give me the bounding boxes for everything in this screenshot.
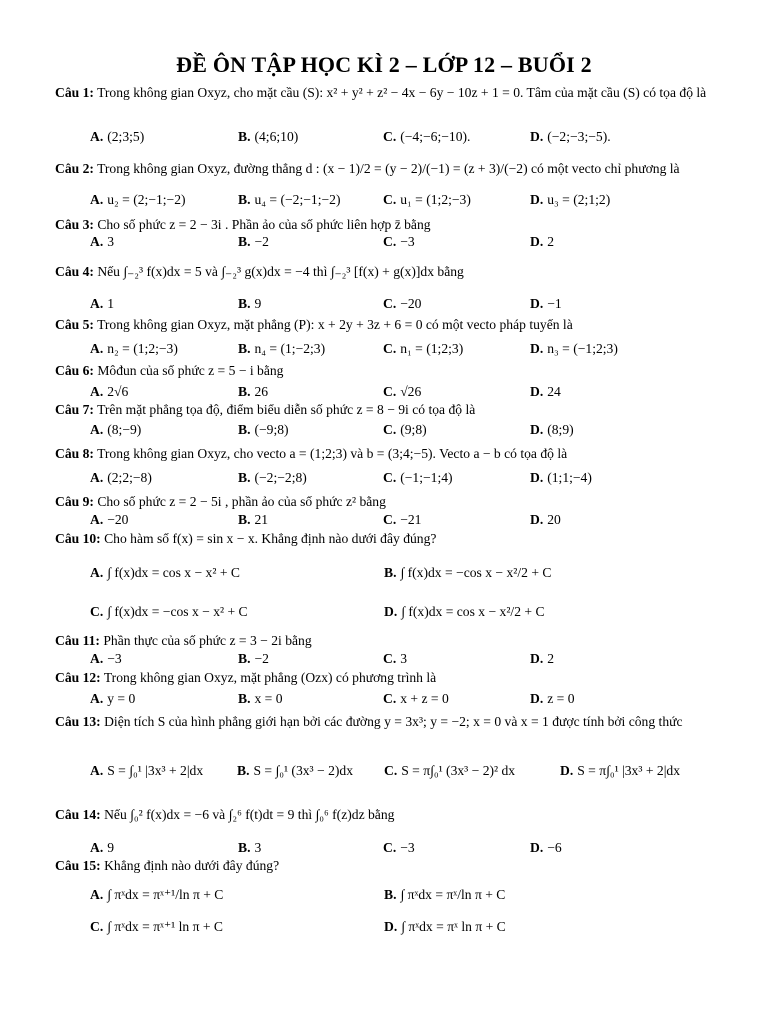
- option-a: A. ∫ f(x)dx = cos x − x² + C: [90, 565, 240, 580]
- option-b: B. −2: [238, 234, 269, 249]
- question-text: Cho hàm số f(x) = sin x − x. Khẳng định nào dưới đây đúng?: [104, 531, 437, 546]
- option-a: A. ∫ πˣdx = πˣ⁺¹/ln π + C: [90, 887, 224, 902]
- option-b: B. (4;6;10): [238, 129, 299, 144]
- option-d: D. 24: [530, 384, 561, 399]
- question-text: Phần thực của số phức z = 3 − 2i bằng: [103, 633, 312, 648]
- option-c: C. √26: [383, 384, 422, 399]
- option-a: A. (2;2;−8): [90, 470, 152, 485]
- question-text: Trong không gian Oxyz, cho vecto a = (1;2;3) và b = (3;4;−5). Vecto a − b có tọa độ là: [97, 446, 568, 461]
- option-a: A. y = 0: [90, 691, 136, 706]
- question-label: Câu 13:: [55, 714, 101, 729]
- option-d: D. (−2;−3;−5).: [530, 129, 611, 144]
- question-4: [55, 263, 718, 280]
- question-text: Nếu ∫₀² f(x)dx = −6 và ∫₂⁶ f(t)dt = 9 thì ∫₀⁶ f(z)dz bằng: [104, 807, 395, 822]
- question-text: Trong không gian Oxyz, mặt phẳng (P): x + 2y + 3z + 6 = 0 có một vecto pháp tuyến là: [97, 317, 573, 332]
- option-c: C. (9;8): [383, 422, 427, 437]
- option-d: D. 20: [530, 512, 561, 527]
- option-a: A. 9: [90, 840, 115, 855]
- question-6: [55, 362, 718, 379]
- option-a: A. −20: [90, 512, 129, 527]
- question-label: Câu 9:: [55, 494, 94, 509]
- question-5: [55, 316, 718, 333]
- question-label: Câu 14:: [55, 807, 101, 822]
- question-9: [55, 493, 718, 510]
- question-14: [55, 806, 718, 823]
- option-c: C. S = π∫₀¹ (3x³ − 2)² dx: [384, 763, 516, 778]
- question-label: Câu 3:: [55, 217, 94, 232]
- option-d: D. S = π∫₀¹ |3x³ + 2|dx: [560, 763, 681, 778]
- question-label: Câu 15:: [55, 858, 101, 873]
- option-d: D. u₃ = (2;1;2): [530, 192, 611, 207]
- question-text: Môđun của số phức z = 5 − i bằng: [97, 363, 284, 378]
- option-c: C. ∫ f(x)dx = −cos x − x² + C: [90, 604, 248, 619]
- question-label: Câu 8:: [55, 446, 94, 461]
- option-c: C. u₁ = (1;2;−3): [383, 192, 471, 207]
- question-label: Câu 1:: [55, 85, 94, 100]
- option-c: C. 3: [383, 651, 408, 666]
- option-c: C. (−1;−1;4): [383, 470, 453, 485]
- option-d: D. −1: [530, 296, 562, 311]
- option-d: D. 2: [530, 651, 555, 666]
- question-label: Câu 4:: [55, 264, 94, 279]
- option-d: D. ∫ πˣdx = πˣ ln π + C: [384, 919, 506, 934]
- question-label: Câu 5:: [55, 317, 94, 332]
- option-b: B. 21: [238, 512, 269, 527]
- option-c: C. ∫ πˣdx = πˣ⁺¹ ln π + C: [90, 919, 223, 934]
- option-c: C. −3: [383, 234, 415, 249]
- option-c: C. x + z = 0: [383, 691, 449, 706]
- question-15: [55, 857, 718, 874]
- option-d: D. −6: [530, 840, 562, 855]
- option-b: B. 3: [238, 840, 262, 855]
- option-d: D. (8;9): [530, 422, 574, 437]
- question-7: [55, 401, 718, 418]
- option-b: B. x = 0: [238, 691, 283, 706]
- question-11: [55, 632, 718, 649]
- option-b: B. n₄ = (1;−2;3): [238, 341, 326, 356]
- option-d: D. ∫ f(x)dx = cos x − x²/2 + C: [384, 604, 545, 619]
- option-b: B. 26: [238, 384, 269, 399]
- question-text: Trong không gian Oxyz, đường thẳng d : (x − 1)/2 = (y − 2)/(−1) = (z + 3)/(−2) có một vecto chỉ phương là: [97, 161, 680, 176]
- question-text: Nếu ∫₋₂³ f(x)dx = 5 và ∫₋₂³ g(x)dx = −4 thì ∫₋₂³ [f(x) + g(x)]dx bằng: [97, 264, 464, 279]
- option-b: B. u₄ = (−2;−1;−2): [238, 192, 341, 207]
- option-b: B. −2: [238, 651, 269, 666]
- option-d: D. (1;1;−4): [530, 470, 592, 485]
- option-a: A. 3: [90, 234, 115, 249]
- option-a: A. 2√6: [90, 384, 129, 399]
- question-label: Câu 7:: [55, 402, 94, 417]
- question-13: [55, 712, 718, 732]
- question-12: [55, 669, 718, 686]
- question-text: Cho số phức z = 2 − 5i , phần ảo của số phức z² bằng: [97, 494, 386, 509]
- question-3: [55, 216, 718, 233]
- question-text: Khẳng định nào dưới đây đúng?: [104, 858, 280, 873]
- option-a: A. n₂ = (1;2;−3): [90, 341, 178, 356]
- option-a: A. 1: [90, 296, 115, 311]
- option-b: B. (−9;8): [238, 422, 289, 437]
- option-d: D. n₃ = (−1;2;3): [530, 341, 618, 356]
- option-a: A. −3: [90, 651, 122, 666]
- question-label: Câu 6:: [55, 363, 94, 378]
- option-d: D. z = 0: [530, 691, 575, 706]
- option-c: C. (−4;−6;−10).: [383, 129, 471, 144]
- option-b: B. (−2;−2;8): [238, 470, 307, 485]
- option-c: C. −3: [383, 840, 415, 855]
- option-a: A. (8;−9): [90, 422, 142, 437]
- question-text: Diện tích S của hình phẳng giới hạn bởi các đường y = 3x³; y = −2; x = 0 và x = 1 được tính bởi công thức: [104, 714, 683, 729]
- option-b: B. ∫ πˣdx = πˣ/ln π + C: [384, 887, 506, 902]
- question-2: [55, 160, 718, 177]
- question-label: Câu 2:: [55, 161, 94, 176]
- option-b: B. 9: [238, 296, 262, 311]
- option-b: B. S = ∫₀¹ (3x³ − 2)dx: [237, 763, 354, 778]
- question-label: Câu 11:: [55, 633, 100, 648]
- question-label: Câu 12:: [55, 670, 101, 685]
- option-a: A. u₂ = (2;−1;−2): [90, 192, 186, 207]
- question-8: [55, 445, 718, 462]
- option-c: C. −21: [383, 512, 422, 527]
- page-title: ĐỀ ÔN TẬP HỌC KÌ 2 – LỚP 12 – BUỔI 2: [176, 52, 592, 77]
- option-c: C. n₁ = (1;2;3): [383, 341, 464, 356]
- question-text: Trong không gian Oxyz, mặt phẳng (Ozx) có phương trình là: [103, 670, 437, 685]
- option-a: A. (2;3;5): [90, 129, 145, 144]
- question-label: Câu 10:: [55, 531, 101, 546]
- question-text: Trong không gian Oxyz, cho mặt cầu (S): x² + y² + z² − 4x − 6y − 10z + 1 = 0. Tâm của mặt cầu (S) có tọa độ là: [97, 85, 707, 100]
- option-b: B. ∫ f(x)dx = −cos x − x²/2 + C: [384, 565, 552, 580]
- question-text: Trên mặt phẳng tọa độ, điểm biểu diễn số phức z = 8 − 9i có tọa độ là: [97, 402, 476, 417]
- option-d: D. 2: [530, 234, 555, 249]
- option-c: C. −20: [383, 296, 422, 311]
- question-text: Cho số phức z = 2 − 3i . Phần ảo của số phức liên hợp z̄ bằng: [97, 217, 431, 232]
- option-a: A. S = ∫₀¹ |3x³ + 2|dx: [90, 763, 204, 778]
- question-10: [55, 530, 718, 547]
- question-1: [55, 82, 718, 103]
